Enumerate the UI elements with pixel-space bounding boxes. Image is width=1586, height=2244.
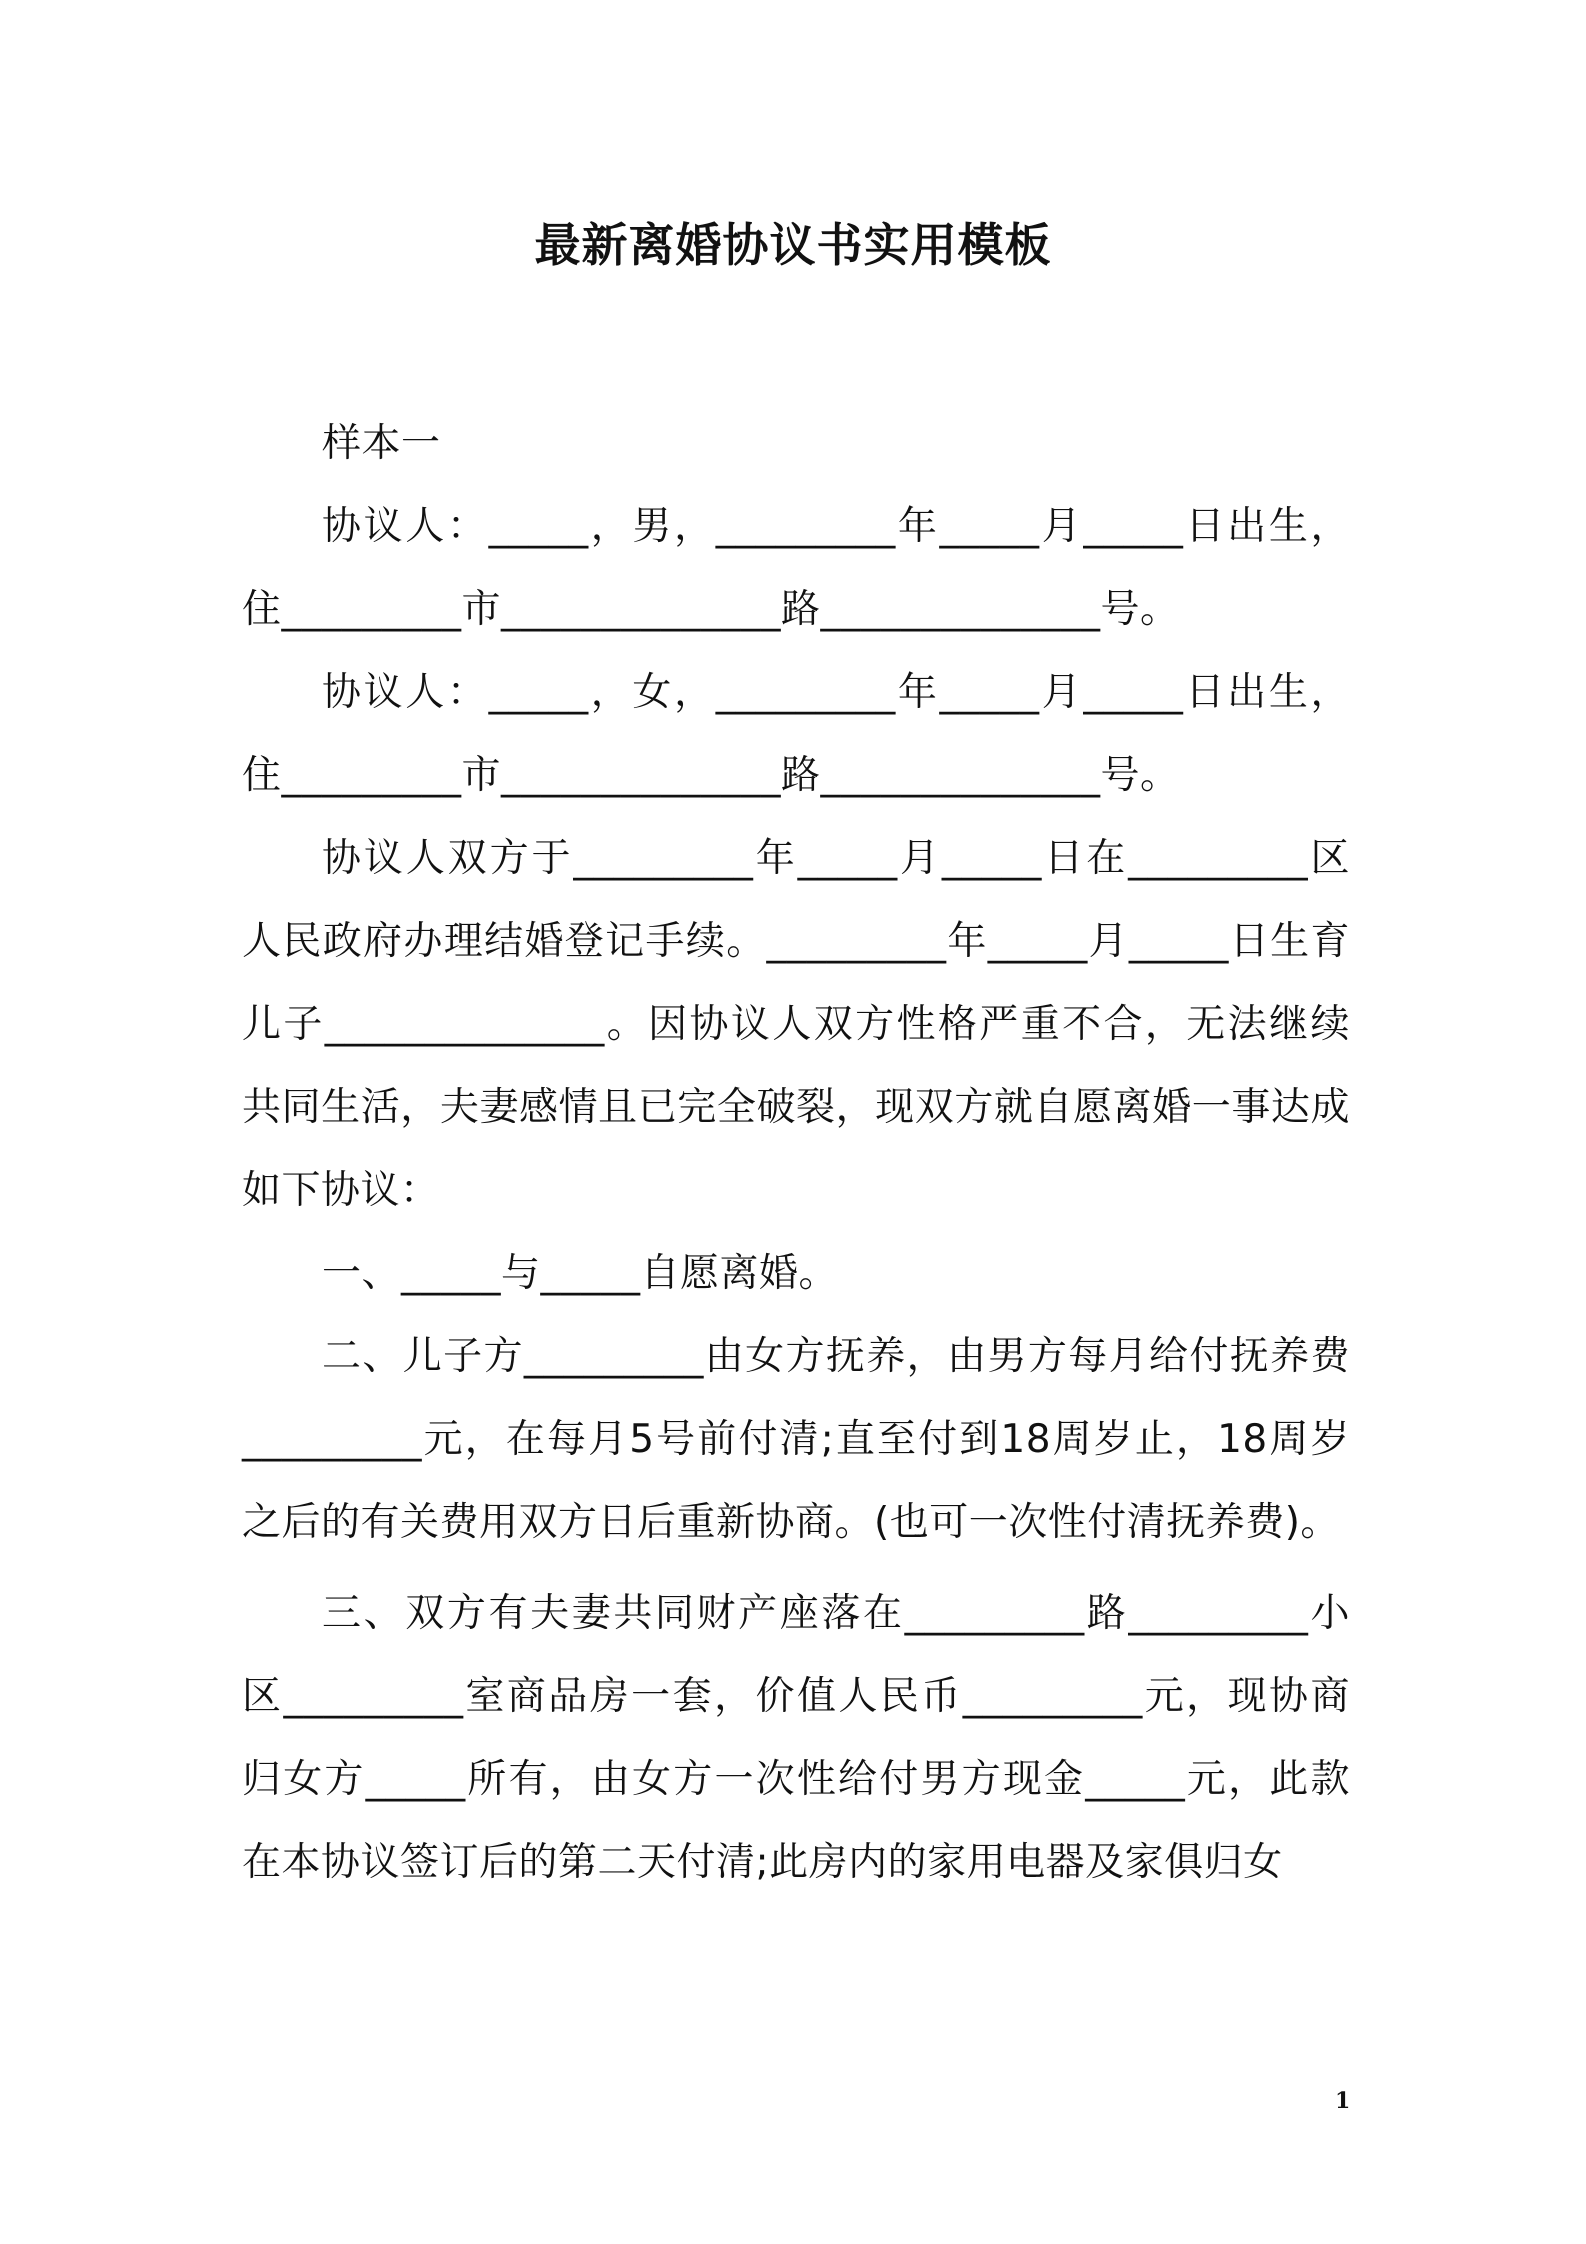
paragraph-clause-2: 二、儿子方_________由女方抚养，由男方每月给付抚养费_________元，在每月5号前付清;直至付到18周岁止，18周岁之后的有关费用双方日后重新协商。(也可一次性付清抚养费)。 <box>242 1334 1350 1545</box>
paragraph-marriage-info: 协议人双方于_________年_____月_____日在_________区人民政府办理结婚登记手续。_________年_____月_____日生育儿子______________。因协议人双方性格严重不合，无法继续共同生活，夫妻感情且已完全破裂，现双方就自愿离婚一事达成如下协议： <box>242 836 1350 1213</box>
paragraph-party-female: 协议人：_____，女，_________年_____月_____日出生，住_________市______________路______________号。 <box>242 670 1350 798</box>
document-body <box>242 402 1350 1904</box>
page-number: 1 <box>1335 2088 1351 2114</box>
paragraph-party-male: 协议人：_____，男，_________年_____月_____日出生，住_________市______________路______________号。 <box>242 504 1350 632</box>
document-title: 最新离婚协议书实用模板 <box>534 218 1052 272</box>
paragraph-sample-label: 样本一 <box>322 421 441 466</box>
paragraph-clause-3: 三、双方有夫妻共同财产座落在_________路_________小区_________室商品房一套，价值人民币_________元，现协商归女方_____所有，由女方一次性给付男方现金_____元，此款在本协议签订后的第二天付清;此房内的家用电器及家俱归女 <box>242 1591 1350 1885</box>
paragraph-clause-1: 一、_____与_____自愿离婚。 <box>322 1251 839 1296</box>
